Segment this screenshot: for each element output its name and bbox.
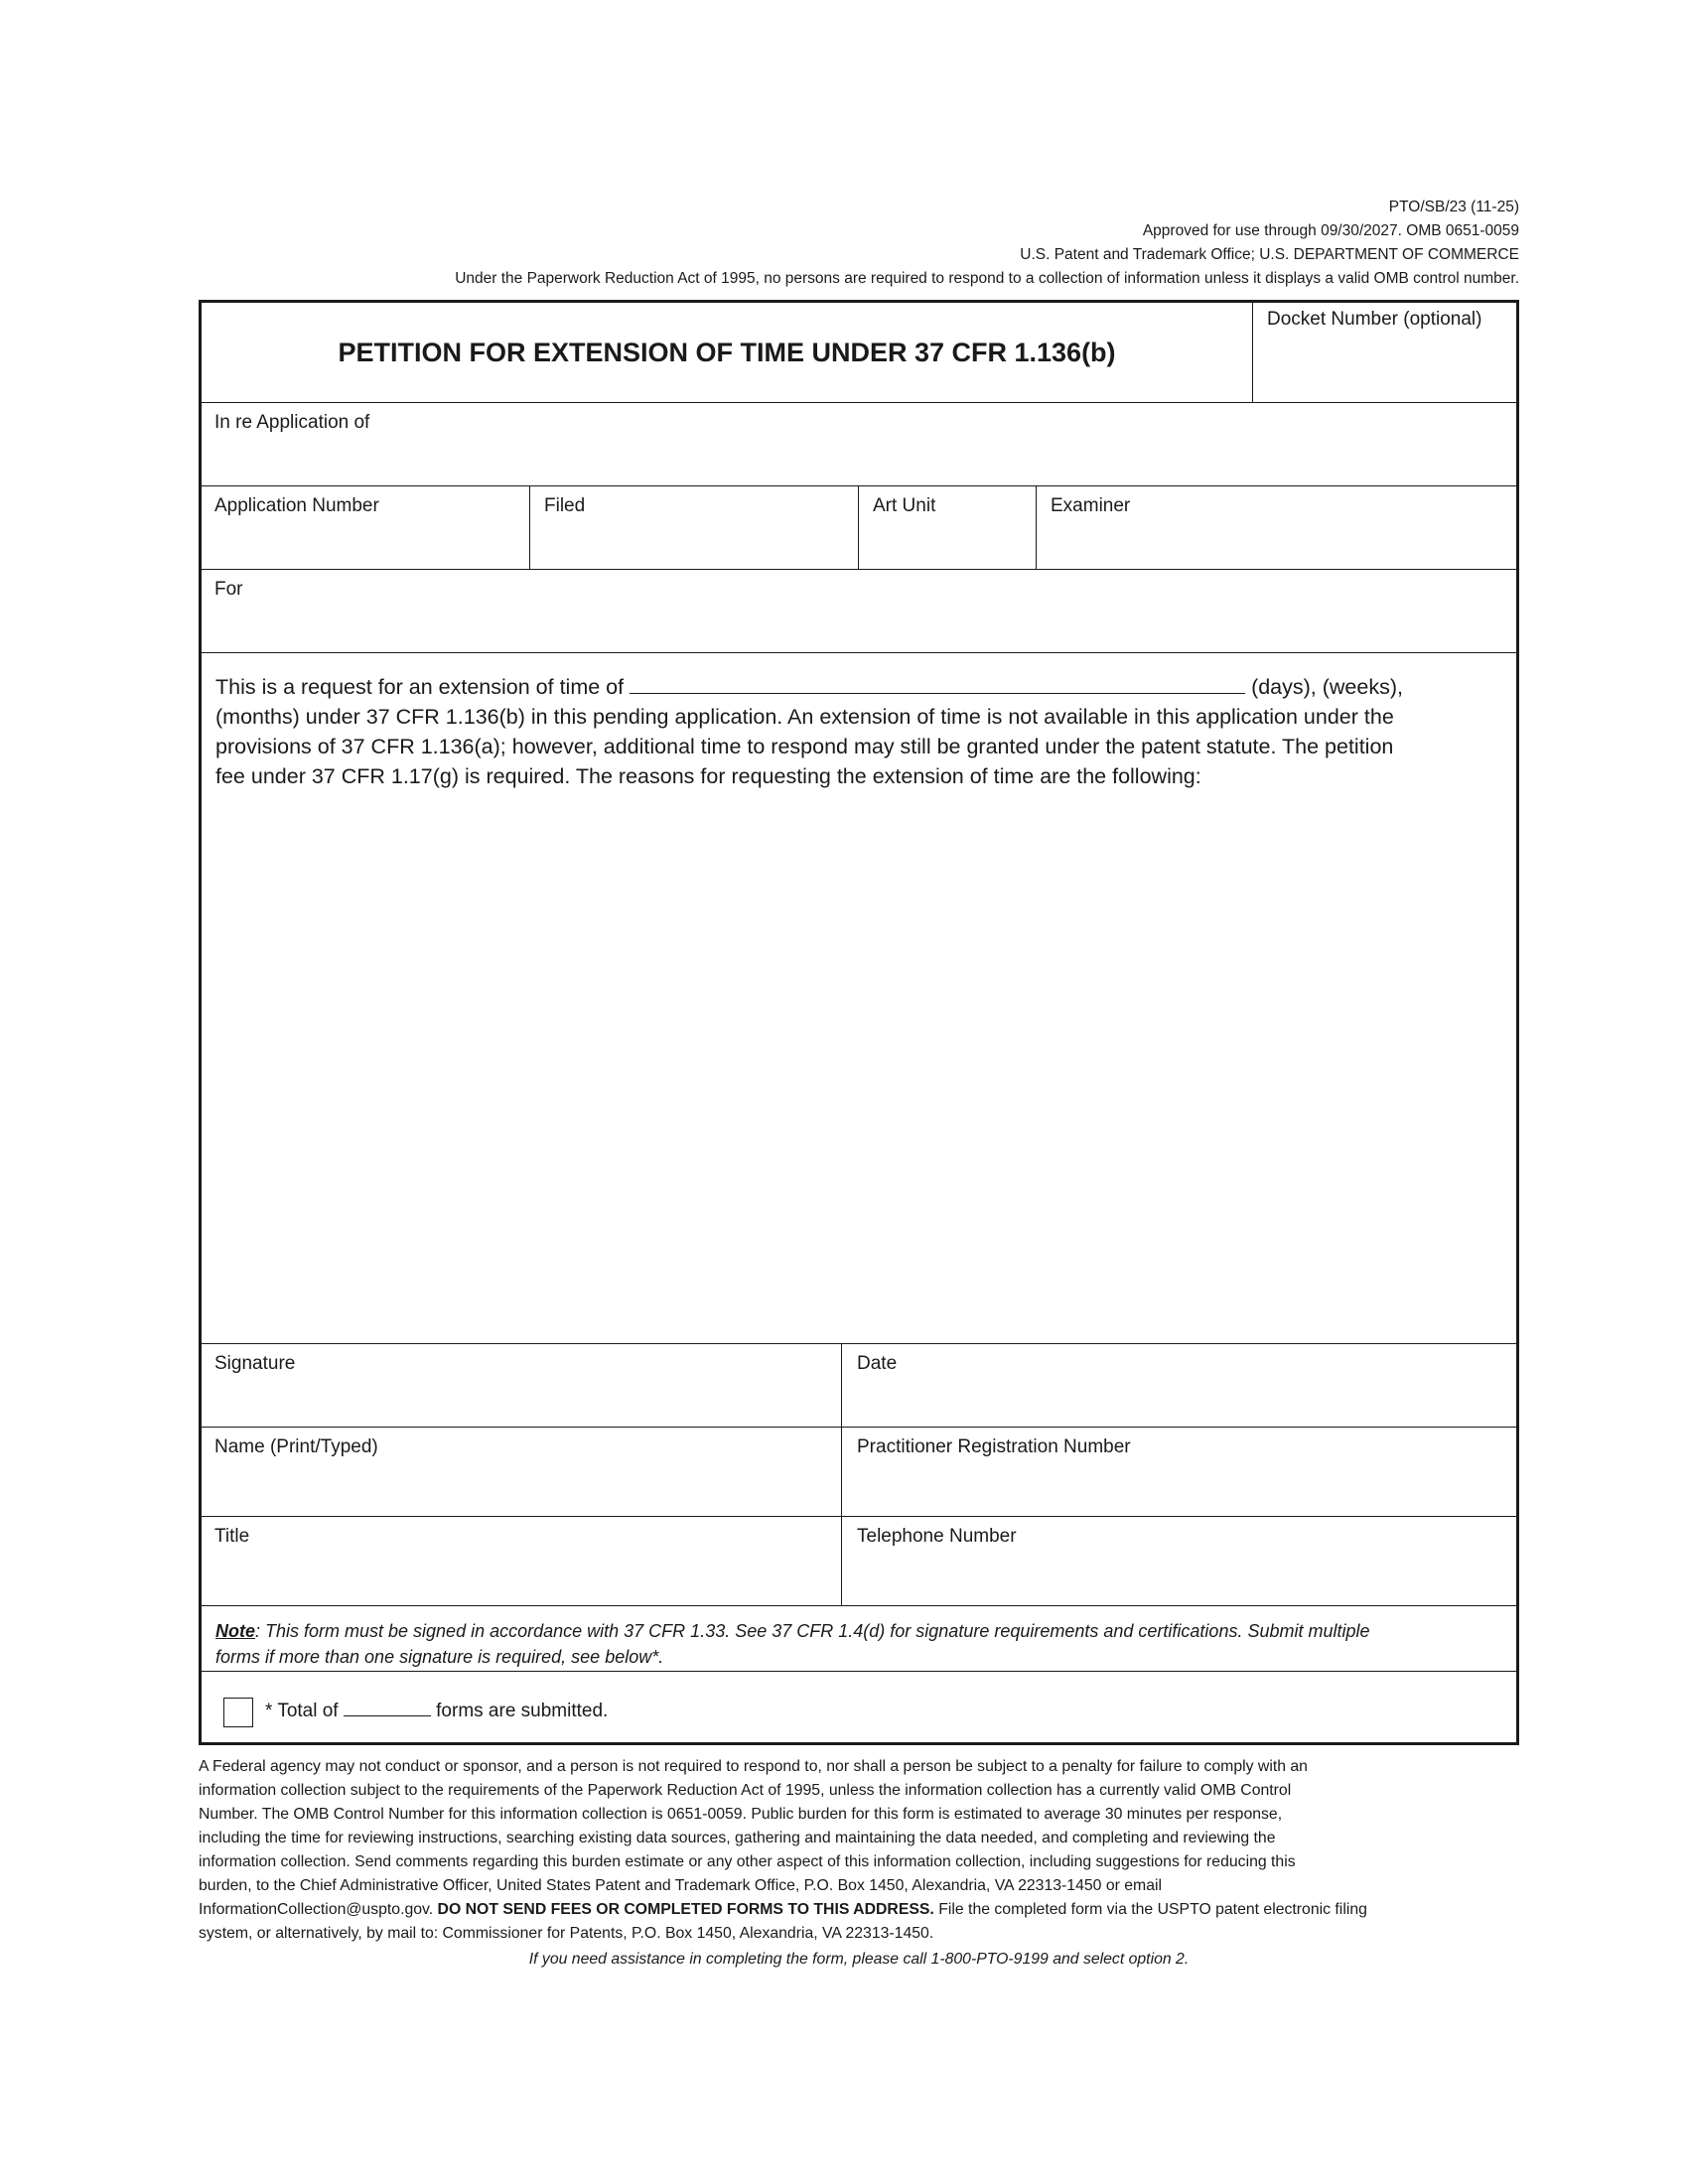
filed-label: Filed [544, 495, 586, 516]
row-line-3 [202, 569, 1516, 570]
date-label: Date [857, 1353, 898, 1374]
form-title: PETITION FOR EXTENSION OF TIME UNDER 37 CFR 1.136(b) [338, 338, 1116, 367]
burden-warning: DO NOT SEND FEES OR COMPLETED FORMS TO THIS ADDRESS. [437, 1901, 934, 1918]
row-line-7 [202, 1516, 1516, 1517]
title-divider [1252, 303, 1253, 402]
row-line-6 [202, 1427, 1516, 1428]
art-unit-label: Art Unit [873, 495, 936, 516]
burden-line: information collection subject to the requirements of the Paperwork Reduction Act of 1995, unless the information collection has a currently valid OMB Control [199, 1782, 1292, 1799]
request-text-line2: (months) under 37 CFR 1.136(b) in this pending application. An extension of time is not available in this application under the [215, 705, 1394, 729]
application-number-field[interactable] [202, 487, 529, 569]
burden-filing: File the completed form via the USPTO patent electronic filing [933, 1901, 1367, 1918]
registration-number-label: Practitioner Registration Number [857, 1436, 1131, 1457]
in-re-application-field[interactable] [202, 404, 1516, 485]
telephone-label: Telephone Number [857, 1526, 1017, 1547]
row-line-8 [202, 1605, 1516, 1606]
office-name: U.S. Patent and Trademark Office; U.S. DEPARTMENT OF COMMERCE [1020, 246, 1519, 263]
for-label: For [214, 579, 243, 600]
petition-form [199, 300, 1519, 1745]
date-field[interactable] [843, 1345, 1516, 1427]
docket-number-field[interactable] [1254, 303, 1516, 402]
total-forms-prefix: * Total of [265, 1701, 339, 1721]
note-line2: forms if more than one signature is required, see below*. [215, 1647, 664, 1667]
burden-line: information collection. Send comments regarding this burden estimate or any other aspect of this information collection, including suggestions for reducing this [199, 1853, 1296, 1870]
examiner-field[interactable] [1038, 487, 1516, 569]
row-line-2 [202, 485, 1516, 486]
burden-line: system, or alternatively, by mail to: Commissioner for Patents, P.O. Box 1450, Alexandria, VA 22313-1450. [199, 1925, 934, 1942]
approval-notice: Approved for use through 09/30/2027. OMB 0651-0059 [1142, 222, 1519, 239]
note-line1: : This form must be signed in accordance with 37 CFR 1.33. See 37 CFR 1.4(d) for signature requirements and certifications. Submit multiple [255, 1621, 1370, 1641]
application-number-label: Application Number [214, 495, 379, 516]
docket-number-label: Docket Number (optional) [1267, 309, 1482, 330]
title-label: Title [214, 1526, 250, 1547]
extension-period-blank[interactable] [630, 675, 1245, 694]
assistance-note: If you need assistance in completing the form, please call 1-800-PTO-9199 and select option 2. [528, 1951, 1190, 1968]
total-forms-line [265, 1700, 608, 1722]
reasons-area[interactable] [202, 799, 1516, 1343]
form-id: PTO/SB/23 (11-25) [1388, 199, 1519, 215]
telephone-field[interactable] [843, 1518, 1516, 1605]
burden-line: including the time for reviewing instructions, searching existing data sources, gathering and maintaining the data needed, and completing and reviewing the [199, 1830, 1276, 1846]
request-text-line1-end: (days), (weeks), [1251, 675, 1403, 699]
burden-line: Number. The OMB Control Number for this information collection is 0651-0059. Public burden for this form is estimated to average 30 minutes per response, [199, 1806, 1283, 1823]
row-line-5 [202, 1343, 1516, 1344]
col-line-art-exam [1036, 485, 1037, 569]
note-heading: Note [215, 1621, 255, 1641]
in-re-application-label: In re Application of [214, 412, 370, 433]
art-unit-field[interactable] [860, 487, 1036, 569]
filed-field[interactable] [531, 487, 858, 569]
name-field[interactable] [202, 1429, 841, 1516]
row-line-4 [202, 652, 1516, 653]
name-label: Name (Print/Typed) [214, 1436, 378, 1457]
registration-number-field[interactable] [843, 1429, 1516, 1516]
burden-statement [199, 1755, 1519, 1946]
row-line-1 [202, 402, 1516, 403]
col-line-filed-art [858, 485, 859, 569]
total-forms-suffix: forms are submitted. [436, 1701, 609, 1721]
request-text-line3: provisions of 37 CFR 1.136(a); however, additional time to respond may still be granted under the patent statute. The petition [215, 735, 1394, 758]
request-text-line4: fee under 37 CFR 1.17(g) is required. The reasons for requesting the extension of time are the following: [215, 764, 1201, 788]
burden-line: burden, to the Chief Administrative Officer, United States Patent and Trademark Office, P.O. Box 1450, Alexandria, VA 22313-1450 or email [199, 1877, 1163, 1894]
col-line-app-filed [529, 485, 530, 569]
burden-line: A Federal agency may not conduct or sponsor, and a person is not required to respond to, nor shall a person be subject to a penalty for failure to comply with an [199, 1758, 1308, 1775]
request-text-line1-start: This is a request for an extension of time of [215, 675, 625, 699]
col-line-signature [841, 1343, 842, 1605]
paperwork-notice: Under the Paperwork Reduction Act of 1995, no persons are required to respond to a collection of information unless it displays a valid OMB control number. [455, 270, 1519, 287]
signature-note [215, 1618, 1370, 1670]
burden-email: InformationCollection@uspto.gov. [199, 1901, 438, 1918]
title-field[interactable] [202, 1518, 841, 1605]
signature-field[interactable] [202, 1345, 841, 1427]
total-forms-blank[interactable] [344, 1700, 431, 1716]
row-line-9 [202, 1671, 1516, 1672]
multiple-forms-checkbox[interactable] [223, 1698, 253, 1727]
examiner-label: Examiner [1051, 495, 1131, 516]
extension-request-text [215, 672, 1506, 791]
signature-label: Signature [214, 1353, 296, 1374]
form-header [199, 196, 1519, 291]
for-field[interactable] [202, 571, 1516, 652]
